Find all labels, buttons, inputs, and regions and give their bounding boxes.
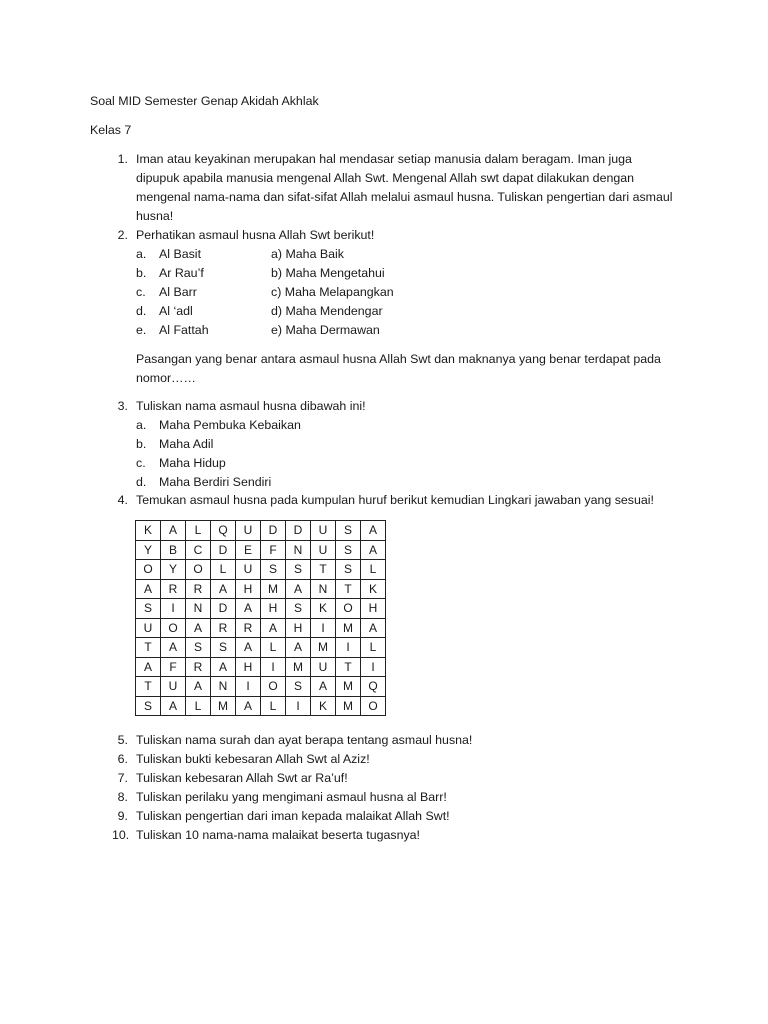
- grid-cell: D: [286, 521, 311, 541]
- grid-cell: T: [336, 657, 361, 677]
- grid-cell: U: [136, 618, 161, 638]
- grid-cell: M: [261, 579, 286, 599]
- grid-cell: Y: [136, 540, 161, 560]
- grid-cell: S: [186, 638, 211, 658]
- grid-cell: N: [186, 599, 211, 619]
- grid-cell: N: [286, 540, 311, 560]
- grid-cell: R: [186, 579, 211, 599]
- grid-cell: I: [236, 677, 261, 697]
- question-followup: Pasangan yang benar antara asmaul husna Allah Swt dan maknanya yang benar terdapat pada nomor……: [136, 352, 661, 385]
- option-meaning: b) Maha Mengetahui: [271, 266, 385, 280]
- grid-cell: N: [211, 677, 236, 697]
- grid-cell: M: [336, 618, 361, 638]
- grid-cell: I: [336, 638, 361, 658]
- grid-row: [136, 579, 386, 599]
- grid-cell: M: [286, 657, 311, 677]
- option-meaning: c) Maha Melapangkan: [271, 285, 394, 299]
- question-text: Tuliskan pengertian dari iman kepada malaikat Allah Swt!: [136, 809, 450, 823]
- grid-cell: T: [136, 677, 161, 697]
- question-number: 8.: [117, 790, 128, 804]
- grid-cell: S: [286, 677, 311, 697]
- question-text: Tuliskan nama asmaul husna dibawah ini!: [136, 399, 366, 413]
- grid-cell: E: [236, 540, 261, 560]
- grid-cell: U: [311, 540, 336, 560]
- option-meaning: a) Maha Baik: [271, 247, 345, 261]
- grid-cell: U: [161, 677, 186, 697]
- option-name: Ar Rau’f: [159, 266, 204, 280]
- option-letter: e.: [136, 323, 147, 337]
- grid-cell: S: [286, 560, 311, 580]
- option-meaning: d) Maha Mendengar: [271, 304, 383, 318]
- grid-cell: O: [186, 560, 211, 580]
- grid-cell: L: [261, 638, 286, 658]
- grid-cell: S: [211, 638, 236, 658]
- grid-cell: S: [261, 560, 286, 580]
- option-name: Maha Hidup: [159, 456, 226, 470]
- grid-cell: A: [236, 696, 261, 716]
- grid-row: [136, 540, 386, 560]
- option-row: [136, 245, 676, 264]
- option-letter: d.: [136, 475, 147, 489]
- question-number: 4.: [117, 493, 128, 507]
- grid-cell: U: [311, 657, 336, 677]
- option-letter: b.: [136, 266, 147, 280]
- word-search-grid: [135, 520, 386, 716]
- grid-cell: L: [186, 696, 211, 716]
- grid-cell: M: [336, 677, 361, 697]
- grid-cell: A: [236, 599, 261, 619]
- option-letter: b.: [136, 437, 147, 451]
- option-meaning: e) Maha Dermawan: [271, 323, 380, 337]
- option-letter: c.: [136, 456, 146, 470]
- grid-cell: D: [211, 599, 236, 619]
- grid-cell: D: [211, 540, 236, 560]
- grid-cell: Q: [211, 521, 236, 541]
- option-letter: a.: [136, 247, 147, 261]
- grid-row: [136, 657, 386, 677]
- grid-cell: A: [161, 696, 186, 716]
- question-text: Tuliskan nama surah dan ayat berapa tentang asmaul husna!: [136, 733, 473, 747]
- grid-cell: H: [361, 599, 386, 619]
- grid-cell: T: [136, 638, 161, 658]
- grid-cell: Y: [161, 560, 186, 580]
- grid-cell: D: [261, 521, 286, 541]
- grid-cell: L: [361, 560, 386, 580]
- grid-cell: L: [261, 696, 286, 716]
- question-number: 3.: [117, 399, 128, 413]
- grid-cell: A: [236, 638, 261, 658]
- option-row: [136, 454, 676, 473]
- grid-cell: I: [311, 618, 336, 638]
- option-row: [136, 302, 676, 321]
- option-row: [136, 264, 676, 283]
- grid-cell: L: [211, 560, 236, 580]
- grid-cell: S: [286, 599, 311, 619]
- option-row: [136, 321, 676, 340]
- grid-cell: A: [161, 638, 186, 658]
- question-number: 1.: [117, 152, 128, 166]
- grid-cell: I: [286, 696, 311, 716]
- grid-cell: T: [336, 579, 361, 599]
- grid-cell: A: [261, 618, 286, 638]
- option-row: [136, 473, 676, 492]
- grid-cell: U: [236, 560, 261, 580]
- document-title: Soal MID Semester Genap Akidah Akhlak: [90, 94, 319, 108]
- grid-cell: A: [361, 521, 386, 541]
- grid-cell: O: [161, 618, 186, 638]
- grid-cell: L: [186, 521, 211, 541]
- grid-cell: C: [186, 540, 211, 560]
- grid-row: [136, 599, 386, 619]
- option-name: Maha Adil: [159, 437, 214, 451]
- grid-cell: A: [161, 521, 186, 541]
- grid-cell: L: [361, 638, 386, 658]
- grid-cell: H: [236, 657, 261, 677]
- option-row: [136, 435, 676, 454]
- grid-cell: A: [286, 579, 311, 599]
- grid-row: [136, 560, 386, 580]
- grid-cell: I: [161, 599, 186, 619]
- question-text: Tuliskan bukti kebesaran Allah Swt al Aziz!: [136, 752, 370, 766]
- question-number: 7.: [117, 771, 128, 785]
- grid-cell: I: [261, 657, 286, 677]
- grid-cell: K: [311, 599, 336, 619]
- grid-cell: F: [161, 657, 186, 677]
- grid-cell: A: [186, 677, 211, 697]
- grid-row: [136, 696, 386, 716]
- grid-cell: A: [136, 579, 161, 599]
- question-number: 6.: [117, 752, 128, 766]
- grid-row: [136, 618, 386, 638]
- question-text: Tuliskan 10 nama-nama malaikat beserta tugasnya!: [136, 828, 420, 842]
- grid-cell: U: [236, 521, 261, 541]
- option-name: Al Fattah: [159, 323, 209, 337]
- question-text: Temukan asmaul husna pada kumpulan huruf berikut kemudian Lingkari jawaban yang sesuai!: [136, 493, 654, 507]
- option-name: Al ‘adl: [159, 304, 193, 318]
- option-name: Al Basit: [159, 247, 202, 261]
- question-number: 5.: [117, 733, 128, 747]
- grid-cell: S: [336, 521, 361, 541]
- grid-cell: R: [161, 579, 186, 599]
- grid-cell: S: [136, 599, 161, 619]
- grid-cell: M: [311, 638, 336, 658]
- grid-cell: H: [261, 599, 286, 619]
- grid-cell: N: [311, 579, 336, 599]
- grid-cell: O: [136, 560, 161, 580]
- question-number: 2.: [117, 228, 128, 242]
- grid-cell: A: [136, 657, 161, 677]
- grid-cell: M: [336, 696, 361, 716]
- option-letter: d.: [136, 304, 147, 318]
- question-text: Perhatikan asmaul husna Allah Swt berikut!: [136, 228, 375, 242]
- question-text: Tuliskan kebesaran Allah Swt ar Ra’uf!: [136, 771, 348, 785]
- question-number: 10.: [112, 828, 130, 842]
- grid-row: [136, 521, 386, 541]
- grid-cell: H: [286, 618, 311, 638]
- grid-cell: M: [211, 696, 236, 716]
- grid-cell: S: [336, 540, 361, 560]
- grid-cell: B: [161, 540, 186, 560]
- grid-cell: H: [236, 579, 261, 599]
- grid-cell: S: [136, 696, 161, 716]
- grid-cell: Q: [361, 677, 386, 697]
- grid-cell: A: [186, 618, 211, 638]
- grid-cell: A: [211, 657, 236, 677]
- grid-cell: T: [311, 560, 336, 580]
- option-letter: c.: [136, 285, 146, 299]
- grid-cell: O: [336, 599, 361, 619]
- grid-cell: S: [336, 560, 361, 580]
- grid-cell: A: [286, 638, 311, 658]
- grid-row: [136, 638, 386, 658]
- grid-cell: U: [311, 521, 336, 541]
- option-row: [136, 416, 676, 435]
- question-text: Iman atau keyakinan merupakan hal mendasar setiap manusia dalam beragam. Iman juga dipupuk apabila manusia mengenal Allah Swt. Mengenal Allah swt dapat dilakukan dengan mengenal nama-nama dan sifat-sifat Allah melalui asmaul husna. Tuliskan pengertian dari asmaul husna!: [136, 152, 673, 223]
- grid-row: [136, 677, 386, 697]
- grid-cell: A: [311, 677, 336, 697]
- option-letter: a.: [136, 418, 147, 432]
- grid-cell: O: [361, 696, 386, 716]
- grid-cell: A: [361, 540, 386, 560]
- class-label: Kelas 7: [90, 123, 132, 137]
- grid-cell: I: [361, 657, 386, 677]
- option-row: [136, 283, 676, 302]
- grid-cell: R: [236, 618, 261, 638]
- question-number: 9.: [117, 809, 128, 823]
- option-name: Al Barr: [159, 285, 197, 299]
- question-text: Tuliskan perilaku yang mengimani asmaul husna al Barr!: [136, 790, 447, 804]
- grid-cell: F: [261, 540, 286, 560]
- grid-cell: O: [261, 677, 286, 697]
- option-name: Maha Pembuka Kebaikan: [159, 418, 301, 432]
- grid-cell: K: [311, 696, 336, 716]
- grid-cell: K: [136, 521, 161, 541]
- grid-cell: K: [361, 579, 386, 599]
- grid-cell: A: [211, 579, 236, 599]
- grid-cell: A: [361, 618, 386, 638]
- grid-cell: R: [186, 657, 211, 677]
- option-name: Maha Berdiri Sendiri: [159, 475, 272, 489]
- grid-cell: R: [211, 618, 236, 638]
